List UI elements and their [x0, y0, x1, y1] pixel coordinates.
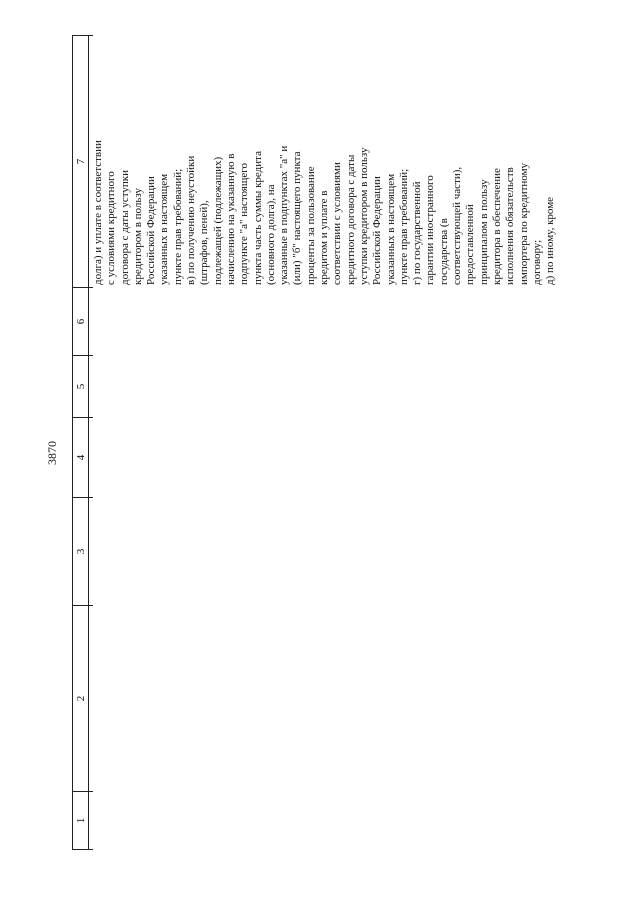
- column-7-line: кредитора в обеспечение: [490, 168, 503, 285]
- column-header-1: 1: [73, 792, 89, 850]
- table-body: [72, 35, 557, 850]
- column-7-line: указанных в настоящем: [158, 173, 171, 285]
- column-header-4: 4: [73, 418, 89, 498]
- column-7-line: (основного долга), на: [264, 184, 277, 285]
- column-7-line: кредитором в пользу: [131, 187, 144, 285]
- column-header-5: 5: [73, 356, 89, 418]
- column-7-line: пункте прав требований;: [397, 168, 410, 285]
- column-7-line: Российской Федерации: [145, 176, 158, 285]
- page-number: 3870: [45, 441, 59, 465]
- column-7-line: государства (в: [437, 218, 450, 285]
- column-7-line: пункте прав требований;: [171, 168, 184, 285]
- column-7-text: [92, 38, 557, 288]
- column-7-line: с условиями кредитного: [105, 171, 118, 285]
- column-divider: [89, 605, 93, 606]
- column-7-line: указанные в подпунктах "а" и: [278, 145, 291, 285]
- column-7-line: предоставленной: [464, 204, 477, 285]
- column-7-line: указанных в настоящем: [384, 173, 397, 285]
- column-7-line: соответствующей части),: [451, 166, 464, 285]
- column-7-line: долга) и уплате в соответствии: [92, 140, 104, 285]
- column-7-line: подлежащей (подлежащих): [211, 156, 224, 285]
- column-7-line: договору;: [530, 239, 543, 285]
- column-7-line: договора с даты уступки: [118, 169, 131, 285]
- column-7-line: (или) "б" настоящего пункта: [291, 151, 304, 285]
- column-7-line: д) по иному, кроме: [544, 196, 557, 285]
- column-7-line: импортера по кредитному: [517, 162, 530, 285]
- column-7-line: проценты за пользование: [304, 166, 317, 285]
- column-divider: [89, 791, 93, 792]
- column-divider: [89, 417, 93, 418]
- column-7-line: пункта часть суммы кредита: [251, 151, 264, 285]
- table-header-row: [72, 35, 89, 850]
- column-divider: [89, 849, 93, 850]
- column-7-line: гарантии иностранного: [424, 175, 437, 285]
- column-divider: [89, 355, 93, 356]
- column-7-line: кредитного договора с даты: [344, 154, 357, 285]
- column-7-line: (штрафов, пеней),: [198, 200, 211, 285]
- column-header-3: 3: [73, 498, 89, 606]
- column-7-line: г) по государственной: [411, 181, 424, 285]
- column-header-7: 7: [73, 35, 89, 288]
- column-7-line: соответствии с условиями: [331, 162, 344, 285]
- column-7-line: начислению на указанную в: [224, 153, 237, 285]
- column-7-line: подпункте "а" настоящего: [238, 163, 251, 285]
- column-7-line: Российской Федерации: [371, 176, 384, 285]
- column-7-line: кредитом и уплате в: [318, 190, 331, 285]
- column-header-2: 2: [73, 606, 89, 792]
- column-7-line: в) по получению неустойки: [185, 155, 198, 285]
- column-header-6: 6: [73, 288, 89, 356]
- column-7-line: уступки кредитором в пользу: [357, 147, 370, 285]
- column-7-line: принципалом в пользу: [477, 179, 490, 285]
- column-7-line: исполнения обязательств: [504, 167, 517, 285]
- column-divider: [89, 497, 93, 498]
- rotated-table: [72, 35, 557, 850]
- column-divider: [89, 35, 93, 36]
